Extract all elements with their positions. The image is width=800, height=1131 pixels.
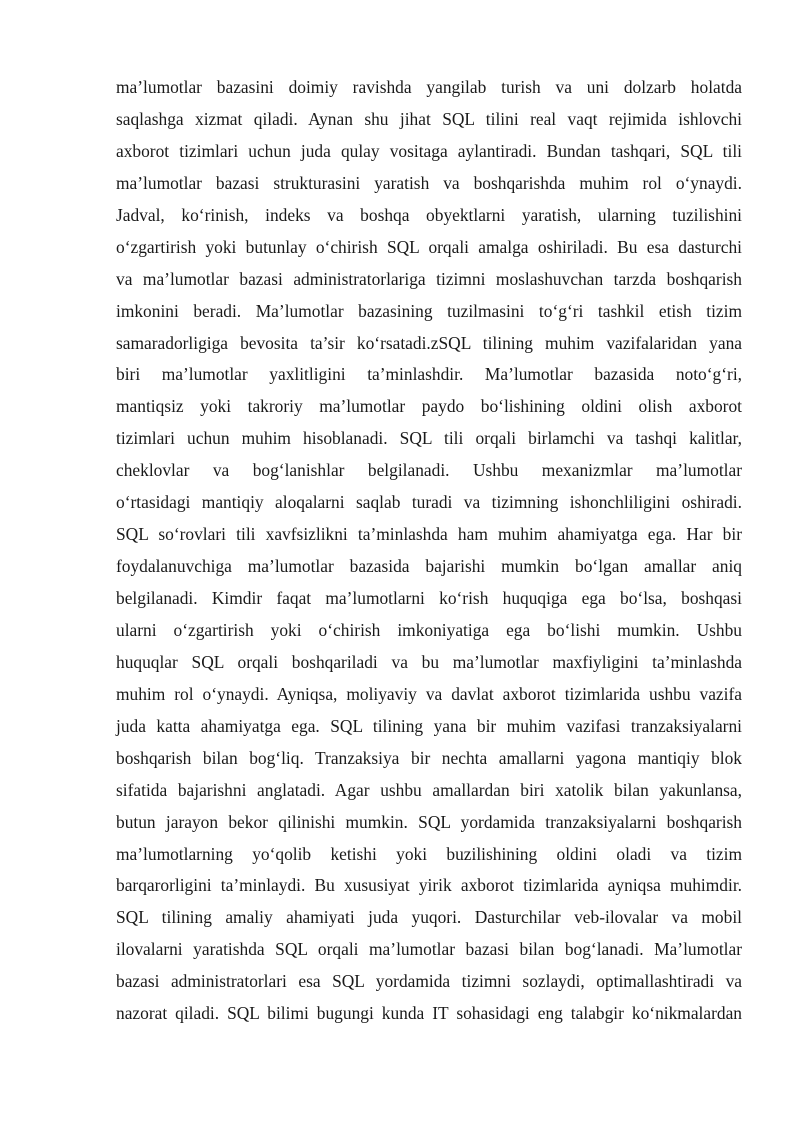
text-line: o‘zgartirish yoki butunlay o‘chirish SQL orqali amalga oshiriladi. Bu esa dasturchi: [116, 236, 742, 257]
text-line: imkonini beradi. Ma’lumotlar bazasining tuzilmasini to‘g‘ri tashkil etish tizim: [116, 300, 742, 321]
text-line: nazorat qiladi. SQL bilimi bugungi kunda IT sohasidagi eng talabgir ko‘nikmalardan: [116, 1003, 742, 1024]
body-paragraph: [116, 72, 742, 1030]
text-line: huquqlar SQL orqali boshqariladi va bu ma’lumotlar maxfiyligini ta’minlashda: [116, 651, 742, 672]
text-line: boshqarish bilan bog‘liq. Tranzaksiya bir nechta amallarni yagona mantiqiy blok: [116, 747, 742, 768]
text-line: SQL so‘rovlari tili xavfsizlikni ta’minlashda ham muhim ahamiyatga ega. Har bir: [116, 524, 742, 545]
text-line: barqarorligini ta’minlaydi. Bu xususiyat yirik axborot tizimlarida ayniqsa muhimdir.: [116, 875, 742, 896]
text-line: o‘rtasidagi mantiqiy aloqalarni saqlab turadi va tizimning ishonchliligini oshiradi.: [116, 492, 742, 513]
text-line: axborot tizimlari uchun juda qulay vositaga aylantiradi. Bundan tashqari, SQL tili: [116, 140, 742, 161]
text-line: foydalanuvchiga ma’lumotlar bazasida bajarishi mumkin bo‘lgan amallar aniq: [116, 556, 742, 577]
text-line: mantiqsiz yoki takroriy ma’lumotlar paydo bo‘lishining oldini olish axborot: [116, 396, 742, 417]
text-line: ilovalarni yaratishda SQL orqali ma’lumotlar bazasi bilan bog‘lanadi. Ma’lumotlar: [116, 939, 742, 960]
text-line: SQL tilining amaliy ahamiyati juda yuqori. Dasturchilar veb-ilovalar va mobil: [116, 907, 742, 928]
text-line: saqlashga xizmat qiladi. Aynan shu jihat SQL tilini real vaqt rejimida ishlovchi: [116, 108, 742, 129]
text-line: belgilanadi. Kimdir faqat ma’lumotlarni ko‘rish huquqiga ega bo‘lsa, boshqasi: [116, 588, 742, 608]
text-line: sifatida bajarishni anglatadi. Agar ushbu amallardan biri xatolik bilan yakunlansa,: [116, 779, 742, 800]
text-line: cheklovlar va bog‘lanishlar belgilanadi. Ushbu mexanizmlar ma’lumotlar: [116, 460, 742, 481]
text-line: bazasi administratorlari esa SQL yordamida tizimni sozlaydi, optimallashtiradi va: [116, 971, 742, 992]
text-line: butun jarayon bekor qilinishi mumkin. SQL yordamida tranzaksiyalarni boshqarish: [116, 811, 742, 832]
text-line: ma’lumotlarning yo‘qolib ketishi yoki buzilishining oldini oladi va tizim: [116, 843, 742, 864]
text-line: ularni o‘zgartirish yoki o‘chirish imkoniyatiga ega bo‘lishi mumkin. Ushbu: [116, 619, 742, 640]
text-line: juda katta ahamiyatga ega. SQL tilining yana bir muhim vazifasi tranzaksiyalarni: [116, 715, 742, 736]
text-line: ma’lumotlar bazasini doimiy ravishda yangilab turish va uni dolzarb holatda: [116, 77, 742, 97]
text-line: biri ma’lumotlar yaxlitligini ta’minlashdir. Ma’lumotlar bazasida noto‘g‘ri,: [116, 364, 742, 385]
text-line: muhim rol o‘ynaydi. Ayniqsa, moliyaviy va davlat axborot tizimlarida ushbu vazifa: [116, 683, 742, 704]
text-line: ma’lumotlar bazasi strukturasini yaratish va boshqarishda muhim rol o‘ynaydi.: [116, 172, 742, 193]
text-line: tizimlari uchun muhim hisoblanadi. SQL tili orqali birlamchi va tashqi kalitlar,: [116, 428, 742, 449]
text-line: samaradorligiga bevosita ta’sir ko‘rsatadi.zSQL tilining muhim vazifalaridan yana: [116, 332, 742, 353]
text-line: va ma’lumotlar bazasi administratorlariga tizimni moslashuvchan tarzda boshqarish: [116, 268, 742, 289]
text-line: Jadval, ko‘rinish, indeks va boshqa obyektlarni yaratish, ularning tuzilishini: [116, 204, 742, 225]
